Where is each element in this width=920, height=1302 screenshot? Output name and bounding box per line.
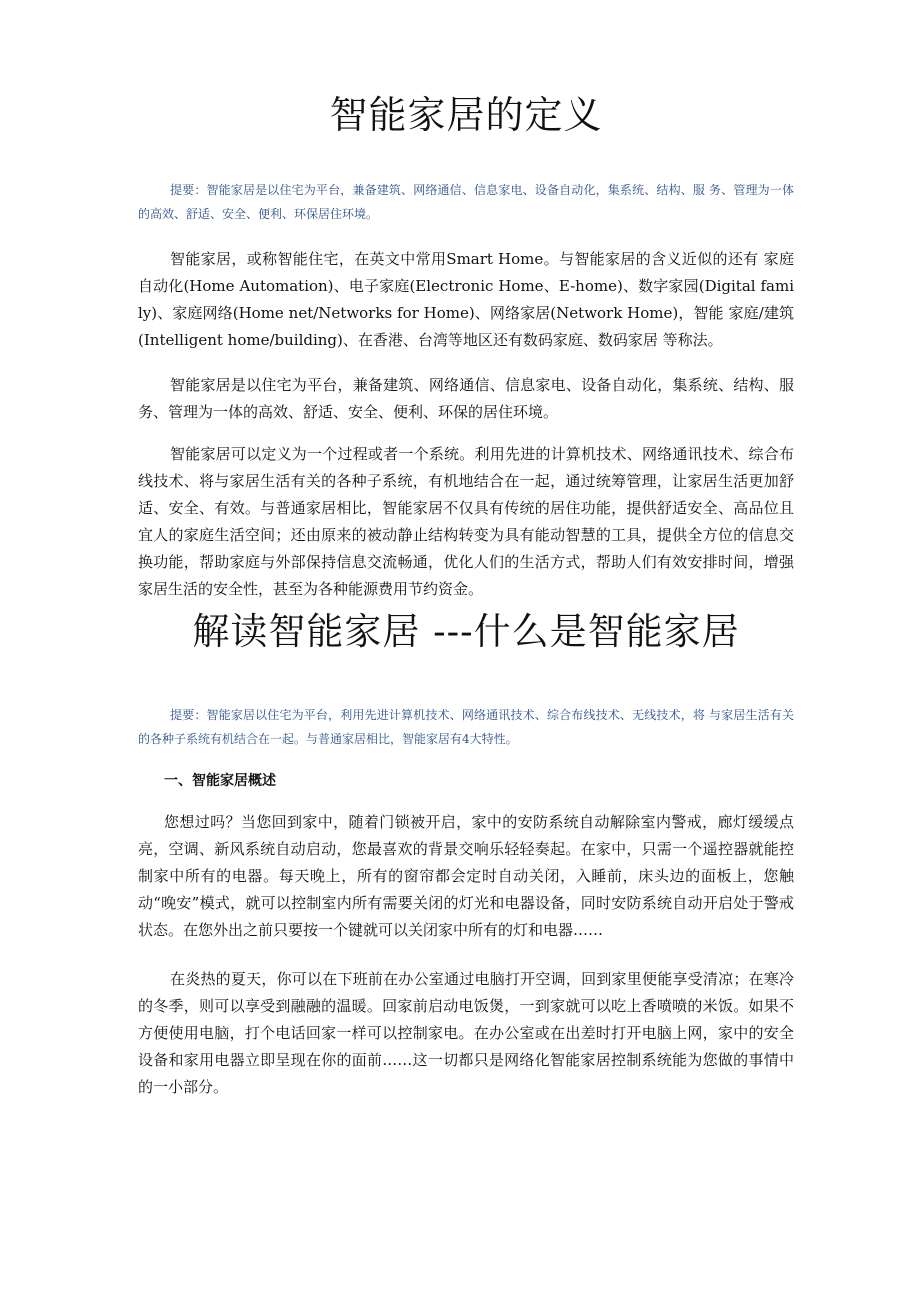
body-paragraph: 智能家居是以住宅为平台，兼备建筑、网络通信、信息家电、设备自动化，集系统、结构、服务、管理为一体的高效、舒适、安全、便利、环保的居住环境。 — [138, 376, 794, 421]
section-title: 解读智能家居 ---什么是智能家居 — [192, 610, 740, 653]
body-paragraph: 智能家居可以定义为一个过程或者一个系统。利用先进的计算机技术、网络通讯技术、综合布线技术、将与家居生活有关的各种子系统，有机地结合在一起，通过统筹管理，让家居生活更加舒适、安全、有效。与普通家居相比，智能家居不仅具有传统的居住功能，提供舒适安全、高品位且宜人的家庭生活空间；还由原来的被动静止结构转变为具有能动智慧的工具，提供全方位的信息交换功能，帮助家庭与外部保持信息交流畅通，优化人们的生活方式，帮助人们有效安排时间，增强家居生活的安全性，甚至为各种能源费用节约资金。 — [138, 445, 794, 598]
document-content — [138, 92, 794, 1101]
body-paragraph: 在炎热的夏天，你可以在下班前在办公室通过电脑打开空调，回到家里便能享受清凉；在寒冷的冬季，则可以享受到融融的温暖。回家前启动电饭煲，一到家就可以吃上香喷喷的米饭。如果不方便使用电脑，打个电话回家一样可以控制家电。在办公室或在出差时打开电脑上网，家中的安全设备和家用电器立即呈现在你的面前……这一切都只是网络化智能家居控制系统能为您做的事情中的一小部分。 — [138, 970, 794, 1096]
body-paragraph: 您想过吗？当您回到家中，随着门锁被开启，家中的安防系统自动解除室内警戒，廊灯缓缓点亮，空调、新风系统自动启动，您最喜欢的背景交响乐轻轻奏起。在家中，只需一个遥控器就能控制家中所有的电器。每天晚上，所有的窗帘都会定时自动关闭，入睡前，床头边的面板上，您触动“晚安”模式，就可以控制室内所有需要关闭的灯光和电器设备，同时安防系统自动开启处于警戒状态。在您外出之前只要按一个键就可以关闭家中所有的灯和电器…… — [138, 813, 794, 939]
abstract-summary: 提要：智能家居是以住宅为平台，兼备建筑、网络通信、信息家电、设备自动化，集系统、结构、服 务、管理为一体的高效、舒适、安全、便利、环保居住环境。 — [138, 183, 794, 221]
section-heading: 一、智能家居概述 — [164, 773, 276, 789]
document-title: 智能家居的定义 — [329, 93, 603, 137]
abstract-summary: 提要：智能家居以住宅为平台，利用先进计算机技术、网络通讯技术、综合布线技术、无线技术，将 与家居生活有关的各种子系统有机结合在一起。与普通家居相比，智能家居有4大特性。 — [138, 708, 794, 746]
body-paragraph: 智能家居，或称智能住宅，在英文中常用Smart Home。与智能家居的含义近似的还有 家庭自动化(Home Automation)、电子家庭(Electronic Home、E-home)、数字家园(Digital family)、家庭网络(Home net/Networks for Home)、网络家居(Network Home)，智能 家庭/建筑(Intelligent home/building)、在香港、台湾等地区还有数码家庭、数码家居 等称法。 — [138, 250, 794, 349]
